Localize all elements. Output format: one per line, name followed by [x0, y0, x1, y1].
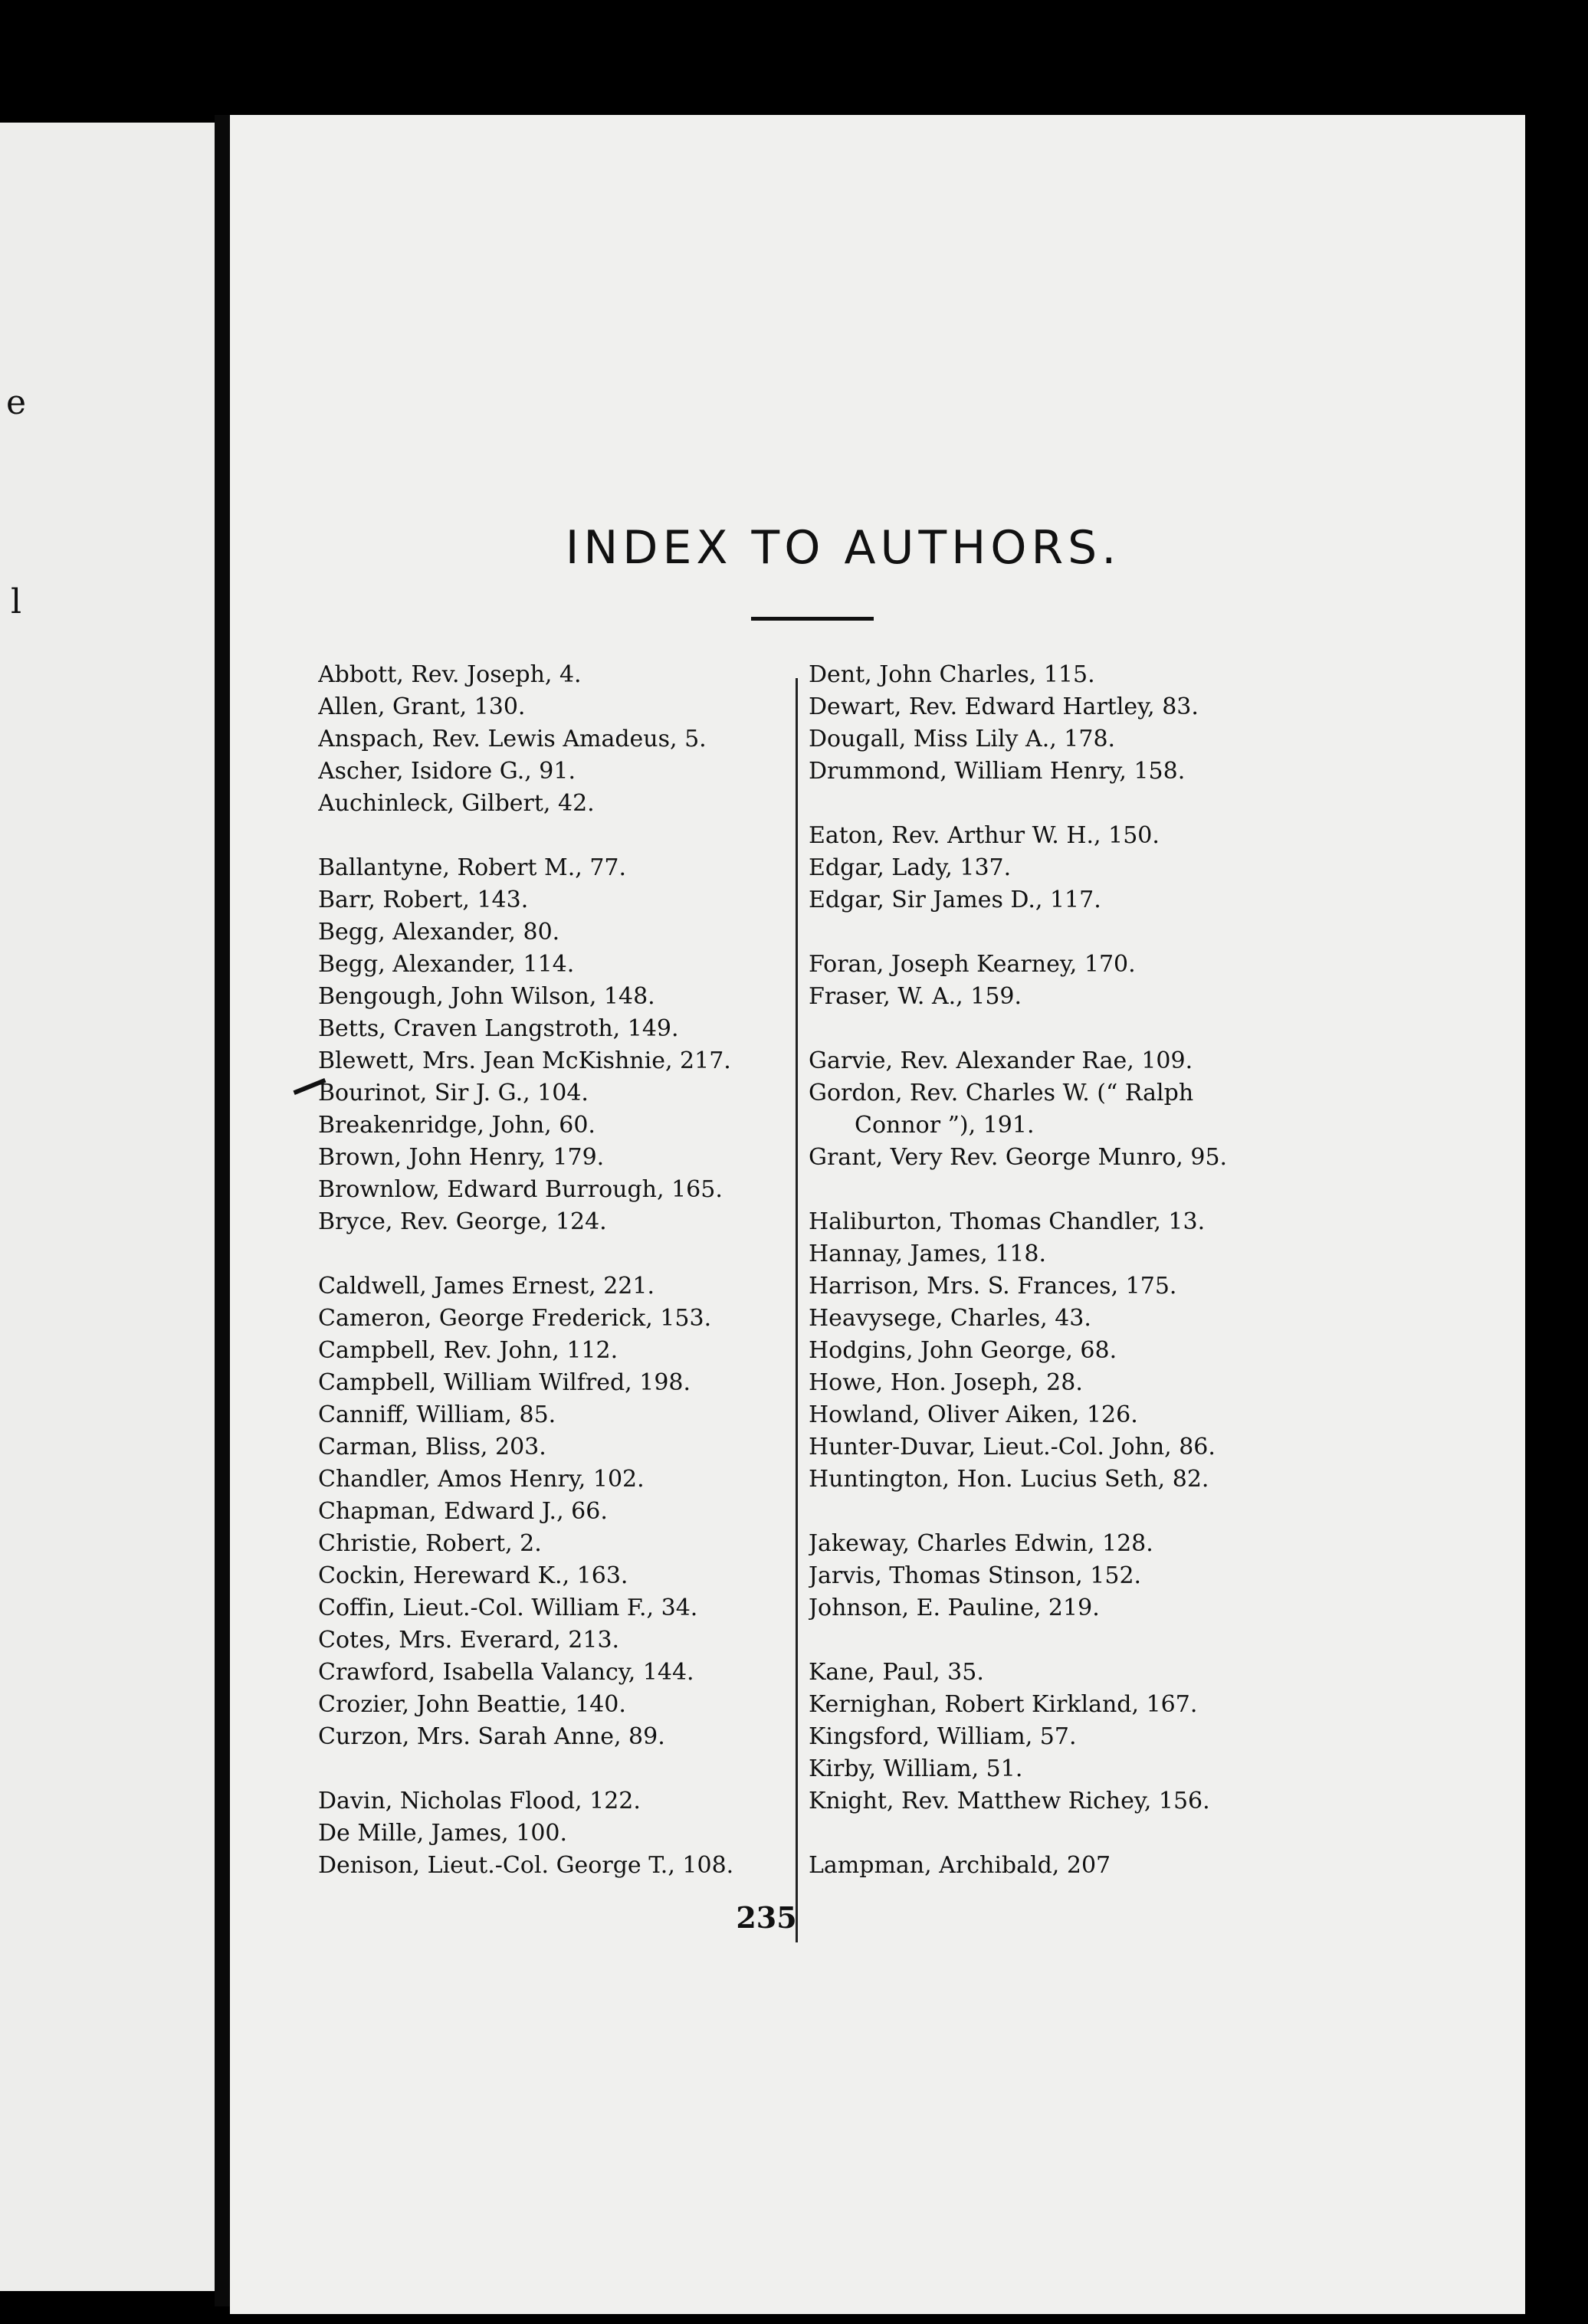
- index-entry: Fraser, W. A., 159.: [809, 983, 1022, 1010]
- index-entry: Bourinot, Sir J. G., 104.: [318, 1080, 589, 1106]
- index-entry: Kane, Paul, 35.: [809, 1659, 984, 1686]
- index-entry: Brownlow, Edward Burrough, 165.: [318, 1176, 723, 1203]
- index-entry: Ballantyne, Robert M., 77.: [318, 854, 627, 881]
- index-entry: Crawford, Isabella Valancy, 144.: [318, 1659, 694, 1686]
- index-entry: Grant, Very Rev. George Munro, 95.: [809, 1144, 1228, 1171]
- index-entry: Chandler, Amos Henry, 102.: [318, 1466, 645, 1493]
- index-group: [318, 1785, 778, 1882]
- index-entry: Gordon, Rev. Charles W. (“ Ralph: [809, 1080, 1194, 1106]
- index-entry: Abbott, Rev. Joseph, 4.: [318, 661, 582, 688]
- index-entry: Howland, Oliver Aiken, 126.: [809, 1401, 1138, 1428]
- index-entry: Carman, Bliss, 203.: [318, 1434, 546, 1460]
- index-entry: Breakenridge, John, 60.: [318, 1112, 596, 1139]
- index-entry: Dewart, Rev. Edward Hartley, 83.: [809, 693, 1199, 720]
- index-entry: Kirby, William, 51.: [809, 1755, 1023, 1782]
- index-entry: Lampman, Archibald, 207: [809, 1852, 1111, 1879]
- index-entry: Garvie, Rev. Alexander Rae, 109.: [809, 1047, 1193, 1074]
- index-entry: Dent, John Charles, 115.: [809, 661, 1095, 688]
- index-entry: Huntington, Hon. Lucius Seth, 82.: [809, 1466, 1209, 1493]
- previous-page-letter: e: [6, 383, 27, 422]
- index-entry: Knight, Rev. Matthew Richey, 156.: [809, 1788, 1210, 1814]
- index-entry: Edgar, Lady, 137.: [809, 854, 1012, 881]
- index-entry: De Mille, James, 100.: [318, 1820, 568, 1847]
- index-entry: Curzon, Mrs. Sarah Anne, 89.: [318, 1723, 665, 1750]
- index-group: [809, 1528, 1268, 1624]
- index-entry: Ascher, Isidore G., 91.: [318, 758, 576, 785]
- index-entry: Campbell, Rev. John, 112.: [318, 1337, 618, 1364]
- index-group: [318, 659, 778, 820]
- book-spine: [215, 115, 230, 2306]
- previous-page-letter: l: [11, 582, 22, 621]
- index-group: [809, 1045, 1268, 1174]
- previous-page-edge: [0, 123, 215, 2291]
- index-entry: Crozier, John Beattie, 140.: [318, 1691, 626, 1718]
- index-entry: Begg, Alexander, 80.: [318, 919, 560, 946]
- index-entry: Haliburton, Thomas Chandler, 13.: [809, 1208, 1206, 1235]
- index-entry: Allen, Grant, 130.: [318, 693, 526, 720]
- index-group: [809, 1206, 1268, 1496]
- index-entry: Connor ”), 191.: [855, 1112, 1035, 1139]
- index-entry: Hannay, James, 118.: [809, 1241, 1046, 1267]
- index-entry: Howe, Hon. Joseph, 28.: [809, 1369, 1083, 1396]
- right-column: [809, 659, 1268, 1914]
- index-entry: Caldwell, James Ernest, 221.: [318, 1273, 655, 1300]
- index-entry: Dougall, Miss Lily A., 178.: [809, 726, 1116, 752]
- title-rule: [751, 617, 874, 621]
- index-entry: Eaton, Rev. Arthur W. H., 150.: [809, 822, 1160, 849]
- index-entry: Brown, John Henry, 179.: [318, 1144, 605, 1171]
- index-entry: Begg, Alexander, 114.: [318, 951, 575, 978]
- left-column: [318, 659, 778, 1914]
- index-entry: Coffin, Lieut.-Col. William F., 34.: [318, 1595, 698, 1621]
- index-entry: Foran, Joseph Kearney, 170.: [809, 951, 1136, 978]
- index-entry: Christie, Robert, 2.: [318, 1530, 542, 1557]
- index-entry: Auchinleck, Gilbert, 42.: [318, 790, 595, 817]
- index-entry: Jarvis, Thomas Stinson, 152.: [809, 1562, 1142, 1589]
- index-group: [318, 852, 778, 1238]
- index-group: [809, 820, 1268, 916]
- index-entry: Kingsford, William, 57.: [809, 1723, 1077, 1750]
- index-entry: Bengough, John Wilson, 148.: [318, 983, 655, 1010]
- index-entry: Cockin, Hereward K., 163.: [318, 1562, 628, 1589]
- index-entry: Drummond, William Henry, 158.: [809, 758, 1186, 785]
- page-title: INDEX TO AUTHORS.: [565, 521, 1121, 575]
- index-group: [809, 949, 1268, 1013]
- index-page: [230, 115, 1525, 2314]
- index-entry: Johnson, E. Pauline, 219.: [809, 1595, 1100, 1621]
- index-entry: Chapman, Edward J., 66.: [318, 1498, 608, 1525]
- index-entry: Cotes, Mrs. Everard, 213.: [318, 1627, 620, 1654]
- index-entry: Canniff, William, 85.: [318, 1401, 556, 1428]
- index-entry: Davin, Nicholas Flood, 122.: [318, 1788, 641, 1814]
- index-entry: Campbell, William Wilfred, 198.: [318, 1369, 691, 1396]
- index-entry: Blewett, Mrs. Jean McKishnie, 217.: [318, 1047, 731, 1074]
- index-group: [809, 1657, 1268, 1818]
- index-entry: Barr, Robert, 143.: [318, 887, 529, 913]
- index-entry: Betts, Craven Langstroth, 149.: [318, 1015, 679, 1042]
- index-group: [809, 1850, 1268, 1882]
- index-group: [318, 1270, 778, 1753]
- index-entry: Hodgins, John George, 68.: [809, 1337, 1117, 1364]
- index-entry: Edgar, Sir James D., 117.: [809, 887, 1101, 913]
- index-group: [809, 659, 1268, 788]
- page-number: 235: [736, 1900, 797, 1935]
- index-entry: Denison, Lieut.-Col. George T., 108.: [318, 1852, 734, 1879]
- index-entry: Cameron, George Frederick, 153.: [318, 1305, 712, 1332]
- index-entry: Hunter-Duvar, Lieut.-Col. John, 86.: [809, 1434, 1216, 1460]
- index-entry: Bryce, Rev. George, 124.: [318, 1208, 607, 1235]
- index-entry: Harrison, Mrs. S. Frances, 175.: [809, 1273, 1177, 1300]
- index-entry: Anspach, Rev. Lewis Amadeus, 5.: [318, 726, 707, 752]
- index-entry: Jakeway, Charles Edwin, 128.: [809, 1530, 1153, 1557]
- column-divider: [796, 678, 798, 1942]
- index-entry: Heavysege, Charles, 43.: [809, 1305, 1091, 1332]
- index-entry: Kernighan, Robert Kirkland, 167.: [809, 1691, 1198, 1718]
